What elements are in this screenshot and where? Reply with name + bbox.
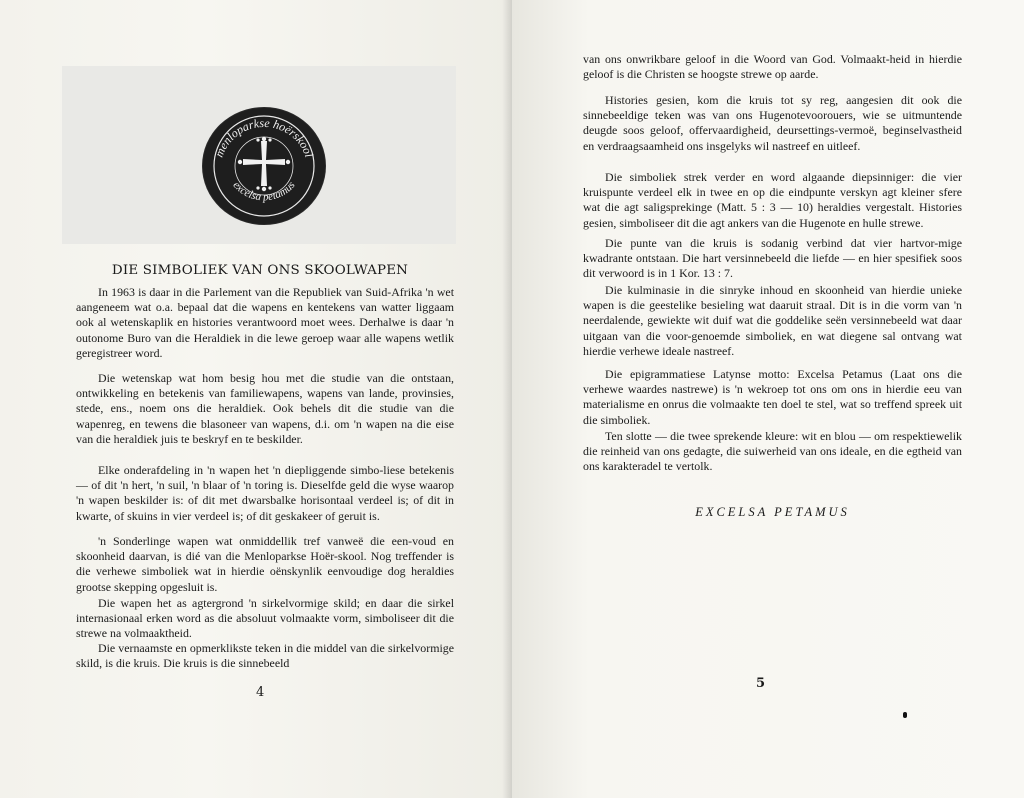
right-paragraph-1: van ons onwrikbare geloof in die Woord van God. Volmaakt-heid in hierdie geloof is die Christen se hoogste strewe op aarde. bbox=[583, 52, 962, 82]
school-emblem bbox=[203, 108, 325, 224]
left-paragraph-4: 'n Sonderlinge wapen wat onmiddellik tref vanweë die een-voud en skoonheid daarvan, is dié van die Menloparkse Hoër-skool. Nog treffender is die verhewe simboliek wat in hierdie oënskynlik eenvoudige dog heraldies grootse skepping opgesluit is. bbox=[76, 534, 454, 594]
ink-speck bbox=[903, 712, 907, 718]
left-paragraph-3: Elke onderafdeling in 'n wapen het 'n diepliggende simbo-liese betekenis — of dit 'n hert, 'n suil, 'n blaar of 'n toring is. Dieselfde geld die wyse waarop 'n wapen beskilder is: of dit met dwarsbalke horisontaal verdeel is; of dit in kwarte, of skuins in vier verdeel is; of dit geskakeer of geruit is. bbox=[76, 463, 454, 523]
school-motto: EXCELSA PETAMUS bbox=[695, 505, 850, 519]
right-paragraph-4: Die punte van die kruis is sodanig verbind dat vier hartvor-mige kwadrante ontstaan. Die hart versinnebeeld die liefde — en hier spesifiek soos dit verwoord is in 1 Kor. 13 : 7. bbox=[583, 236, 962, 281]
page-number-left: 4 bbox=[256, 685, 265, 700]
left-paragraph-6: Die vernaamste en opmerklikste teken in die middel van die sirkelvormige skild, is die kruis. Die kruis is die sinnebeeld bbox=[76, 641, 454, 671]
emblem-top-text: menloparkse hoërskool bbox=[211, 115, 317, 160]
right-paragraph-2: Histories gesien, kom die kruis tot sy reg, aangesien dit ook die sinnebeeldige teken was van ons Hugenotevoorouers, wie se uitmuntende deugde soos geloof, offervaardigheid, deursettings-vermoë, beginselvastheid en verdraagsaamheid ons insgelyks wil nastreef en uitleef. bbox=[583, 93, 962, 153]
emblem-bottom-text: excelsa petamus bbox=[230, 179, 298, 204]
right-paragraph-5: Die kulminasie in die sinryke inhoud en skoonheid van hierdie unieke wapen is die geestelike besieling wat daaruit straal. Dit is in die vorm van 'n neerdalende, gewiekte wit duif wat die goddelike seën versinnebeeld wat daar uitgaan van die voor-genoemde simboliek, en wat diegene sal ontvang wat hierdie verhewe ideale nastreef. bbox=[583, 283, 962, 358]
right-paragraph-3: Die simboliek strek verder en word algaande diepsinniger: die vier kruispunte verdeel elk in twee en op die eindpunte verskyn agt kleiner sfere wat die agt saligsprekinge (Matt. 5 : 3 — 10) heraldies vergestalt. Histories gesien, simboliseer dit die agt ankers van die Hugenote en hulle strewe. bbox=[583, 170, 962, 230]
page-title: DIE SIMBOLIEK VAN ONS SKOOLWAPEN bbox=[111, 263, 409, 278]
left-paragraph-2: Die wetenskap wat hom besig hou met die studie van die ontstaan, ontwikkeling en betekenis van familiewapens, wapens van lande, provinsies, stede, ens., noem ons die heraldiek. Ook behels dit die studie van die wapenreg, en tewens die blasoneer van wapens, d.i. om 'n wapen na die eise van die heraldiek juis te beskryf en te beskilder. bbox=[76, 371, 454, 446]
left-paragraph-1: In 1963 is daar in die Parlement van die Republiek van Suid-Afrika 'n wet aangeneem wat o.a. bepaal dat die wapens en kentekens van watter liggaam ook al wetenskaplik en histories verantwoord moet wees. Derhalwe is daar 'n outonome Buro van die Heraldiek in die lewe geroep waar alle wapens wetlik geregistreer word. bbox=[76, 285, 454, 360]
cross-emblem-icon bbox=[203, 108, 325, 224]
right-paragraph-7: Ten slotte — die twee sprekende kleure: wit en blou — om respektiewelik die reinheid van ons gedagte, die suiwerheid van ons ideale, en die egtheid van ons karakteradel te vertolk. bbox=[583, 429, 962, 474]
left-paragraph-5: Die wapen het as agtergrond 'n sirkelvormige skild; en daar die sirkel internasionaal erken word as die absoluut volmaakte vorm, simboliseer dit die strewe na volmaaktheid. bbox=[76, 596, 454, 641]
right-page bbox=[512, 0, 1024, 798]
right-paragraph-6: Die epigrammatiese Latynse motto: Excelsa Petamus (Laat ons die verhewe waardes nastrewe) is 'n wekroep tot ons om ons in hierdie eeu van materialisme en onrus die volmaakte ten doel te stel, wat so treffend spreek uit die simboliek. bbox=[583, 367, 962, 427]
page-number-right: 5 bbox=[756, 676, 766, 691]
